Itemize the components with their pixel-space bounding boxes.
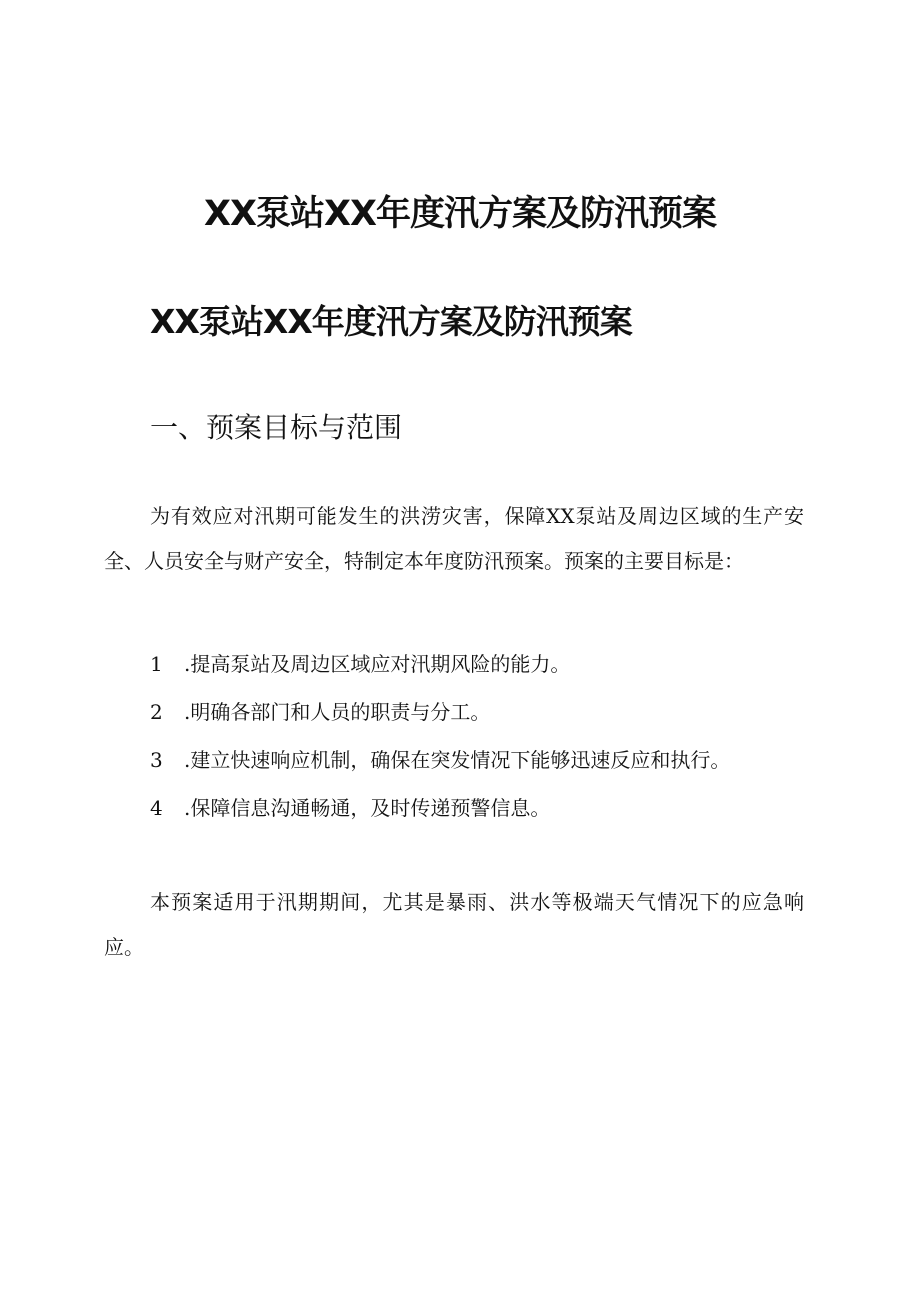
list-item [150,736,730,784]
intro-paragraph: 为有效应对汛期可能发生的洪涝灾害，保障XX泵站及周边区域的生产安全、人员安全与财产安全，特制定本年度防汛预案。预案的主要目标是： [104,504,804,573]
document-subtitle: XX泵站XX年度汛方案及防汛预案 [150,302,632,341]
list-item-number: 3 [150,748,163,772]
list-item-text: .提高泵站及周边区域应对汛期风险的能力。 [184,652,571,676]
document-title: XX泵站XX年度汛方案及防汛预案 [204,194,716,234]
list-item-number: 2 [150,700,163,724]
list-item-text: .保障信息沟通畅通，及时传递预警信息。 [184,796,551,820]
list-item [150,784,730,832]
list-item-text: .建立快速响应机制，确保在突发情况下能够迅速反应和执行。 [184,748,731,772]
scope-paragraph: 本预案适用于汛期期间，尤其是暴雨、洪水等极端天气情况下的应急响应。 [104,890,804,959]
list-item [150,688,730,736]
list-item-text: .明确各部门和人员的职责与分工。 [184,700,491,724]
goals-list [150,640,730,832]
list-item-number: 4 [150,796,163,820]
section-heading: 一、预案目标与范围 [150,411,403,444]
list-item [150,640,730,688]
list-item-number: 1 [150,652,163,676]
